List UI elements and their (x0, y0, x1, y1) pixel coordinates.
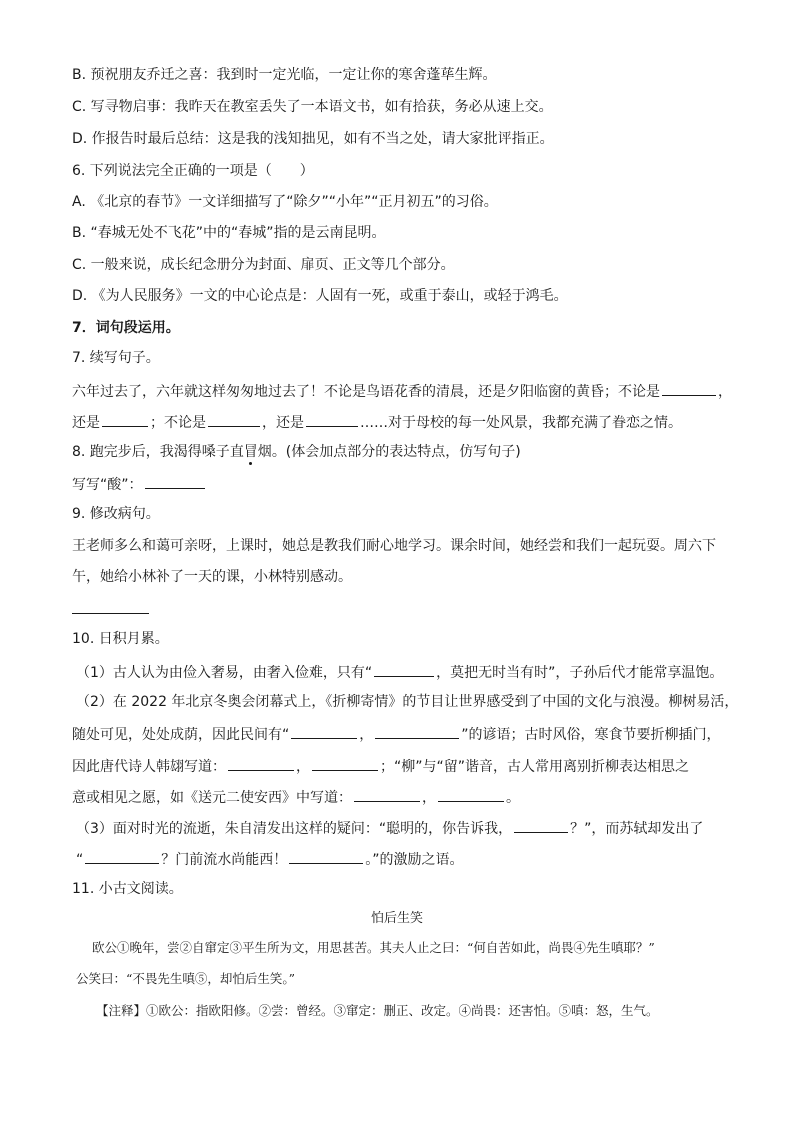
q8-stem (72, 443, 521, 461)
q9-stem: 9. 修改病句。 (72, 506, 160, 522)
q7-blank-1[interactable] (662, 381, 716, 396)
q6-option-a: A. 《北京的春节》一文详细描写了“除夕”“小年”“正月初五”的习俗。 (72, 194, 498, 210)
q9-line-2: 午，她给小林补了一天的课，小林特别感动。 (72, 569, 352, 585)
q10-p2-blank-1[interactable] (291, 724, 357, 739)
q7-line-1-text: 六年过去了，六年就这样匆匆地过去了！不论是鸟语花香的清晨，还是夕阳临窗的黄昏；不论是 (72, 384, 660, 400)
q9-line-1: 王老师多么和蔼可亲呀，上课时，她总是教我们耐心地学习。课余时间，她经尝和我们一起玩耍。周六下 (72, 538, 716, 554)
q8-stem-pre: 8. 跑完步后，我渴得嗓子 (72, 444, 230, 460)
q5-option-d: D. 作报告时最后总结：这是我的浅知拙见，如有不当之处，请大家批评指正。 (72, 131, 554, 147)
passage-line-2: 公笑曰：“不畏先生嗔⑤，却怕后生笑。” (76, 971, 296, 986)
q10-p1-b: ，莫把无时当有时”，子孙后代才能常享温饱。 (436, 665, 724, 681)
q7-line-1 (72, 381, 732, 401)
q10-p3b-2: ？门前流水尚能西！ (161, 852, 288, 868)
q8-answer-label: 写写“酸”： (72, 477, 143, 493)
q7-stem: 7. 续写句子。 (72, 350, 160, 366)
q10-p2-blank-6[interactable] (438, 787, 504, 802)
q6-option-c: C. 一般来说，成长纪念册分为封面、扉页、正文等几个部分。 (72, 257, 455, 273)
q6-option-d: D. 《为人民服务》一文的中心论点是：人固有一死，或重于泰山，或轻于鸿毛。 (72, 288, 568, 304)
q6-stem: 6. 下列说法完全正确的一项是（ ） (72, 163, 314, 179)
q10-p2c-3: ；“柳”与“留”谐音，古人常用离别折柳表达相思之 (380, 759, 690, 775)
q10-p2d-1: 意或相见之愿，如《送元二使安西》中写道： (72, 790, 352, 806)
q7-blank-2[interactable] (102, 412, 148, 427)
passage-title: 怕后生笑 (370, 911, 423, 926)
q7-line-2-a: 还是 (72, 415, 100, 431)
q10-part-2-line-1: （2）在 2022 年北京冬奥会闭幕式上，《折柳寄情》的节目让世界感受到了中国的文化与浪漫。柳树易活， (76, 694, 739, 710)
q8-answer (72, 474, 207, 494)
q10-p2d-3: 。 (506, 790, 520, 806)
q10-stem: 10. 日积月累。 (72, 631, 169, 647)
q10-p3b-1: “ (76, 852, 84, 868)
q10-p2b-2: ， (359, 727, 374, 743)
q10-p2d-2: ， (422, 790, 436, 806)
q10-part-2-line-3 (72, 756, 689, 776)
q7-line-2 (72, 412, 682, 432)
q7-blank-3[interactable] (208, 412, 260, 427)
q5-option-c: C. 写寻物启事：我昨天在教室丢失了一本语文书，如有拾获，务必从速上交。 (72, 99, 553, 115)
q10-part-1 (76, 662, 723, 682)
q10-part-2-line-4 (72, 787, 520, 807)
q7-line-2-c: ，还是 (262, 415, 304, 431)
q10-p2-blank-2[interactable] (375, 724, 459, 739)
q10-part-2-line-2 (72, 724, 721, 744)
q10-p1-blank[interactable] (374, 662, 434, 677)
q9-answer-line[interactable] (72, 613, 149, 614)
q7-blank-4[interactable] (306, 412, 358, 427)
q10-p2c-1: 因此唐代诗人韩翃写道： (72, 759, 226, 775)
q10-p1-a: （1）古人认为由俭入奢易，由奢入俭难，只有“ (76, 665, 373, 681)
q10-part-3-line-1 (76, 818, 703, 838)
q8-answer-blank[interactable] (145, 474, 205, 489)
q10-p3a-1: （3）面对时光的流逝，朱自清发出这样的疑问：“聪明的，你告诉我， (76, 821, 513, 837)
q10-p3-blank-2[interactable] (85, 849, 159, 864)
q10-p3b-3: 。”的激励之语。 (365, 852, 464, 868)
q10-p2-blank-4[interactable] (312, 756, 378, 771)
passage-line-1: 欧公①晚年，尝②自窜定③平生所为文，用思甚苦。其夫人止之曰：“何自苦如此，尚畏④先生嗔耶？” (92, 940, 655, 955)
q10-p2-blank-5[interactable] (354, 787, 420, 802)
q11-stem: 11. 小古文阅读。 (72, 881, 183, 897)
q10-p2-blank-3[interactable] (228, 756, 294, 771)
q8-stem-emphasis: 直冒烟 (229, 444, 272, 460)
q8-stem-post: 。(体会加点部分的表达特点，仿写句子) (271, 444, 521, 460)
q7-line-2-b: ；不论是 (150, 415, 206, 431)
passage-notes: 【注释】①欧公：指欧阳修。②尝：曾经。③窜定：删正、改定。④尚畏：还害怕。⑤嗔：怒，生气。 (96, 1003, 659, 1018)
q10-p3-blank-3[interactable] (289, 849, 363, 864)
q10-p2c-2: ， (296, 759, 310, 775)
q5-option-b: B. 预祝朋友乔迁之喜：我到时一定光临，一定让你的寒舍蓬荜生辉。 (72, 67, 497, 83)
q6-option-b: B. “春城无处不飞花”中的“春城”指的是云南昆明。 (72, 225, 386, 241)
q10-p2b-1: 随处可见，处处成荫，因此民间有“ (72, 727, 290, 743)
q10-p3-blank-1[interactable] (514, 818, 568, 833)
q10-part-3-line-2 (76, 849, 464, 869)
q7-line-1-comma: ， (718, 384, 732, 400)
section-7-heading: 7．词句段运用。 (72, 320, 180, 336)
q10-p2b-3: ”的谚语；古时风俗，寒食节要折柳插门， (461, 727, 721, 743)
q7-line-2-d: ……对于母校的每一处风景，我都充满了眷恋之情。 (360, 415, 682, 431)
q10-p3a-2: ？”，而苏轼却发出了 (570, 821, 704, 837)
